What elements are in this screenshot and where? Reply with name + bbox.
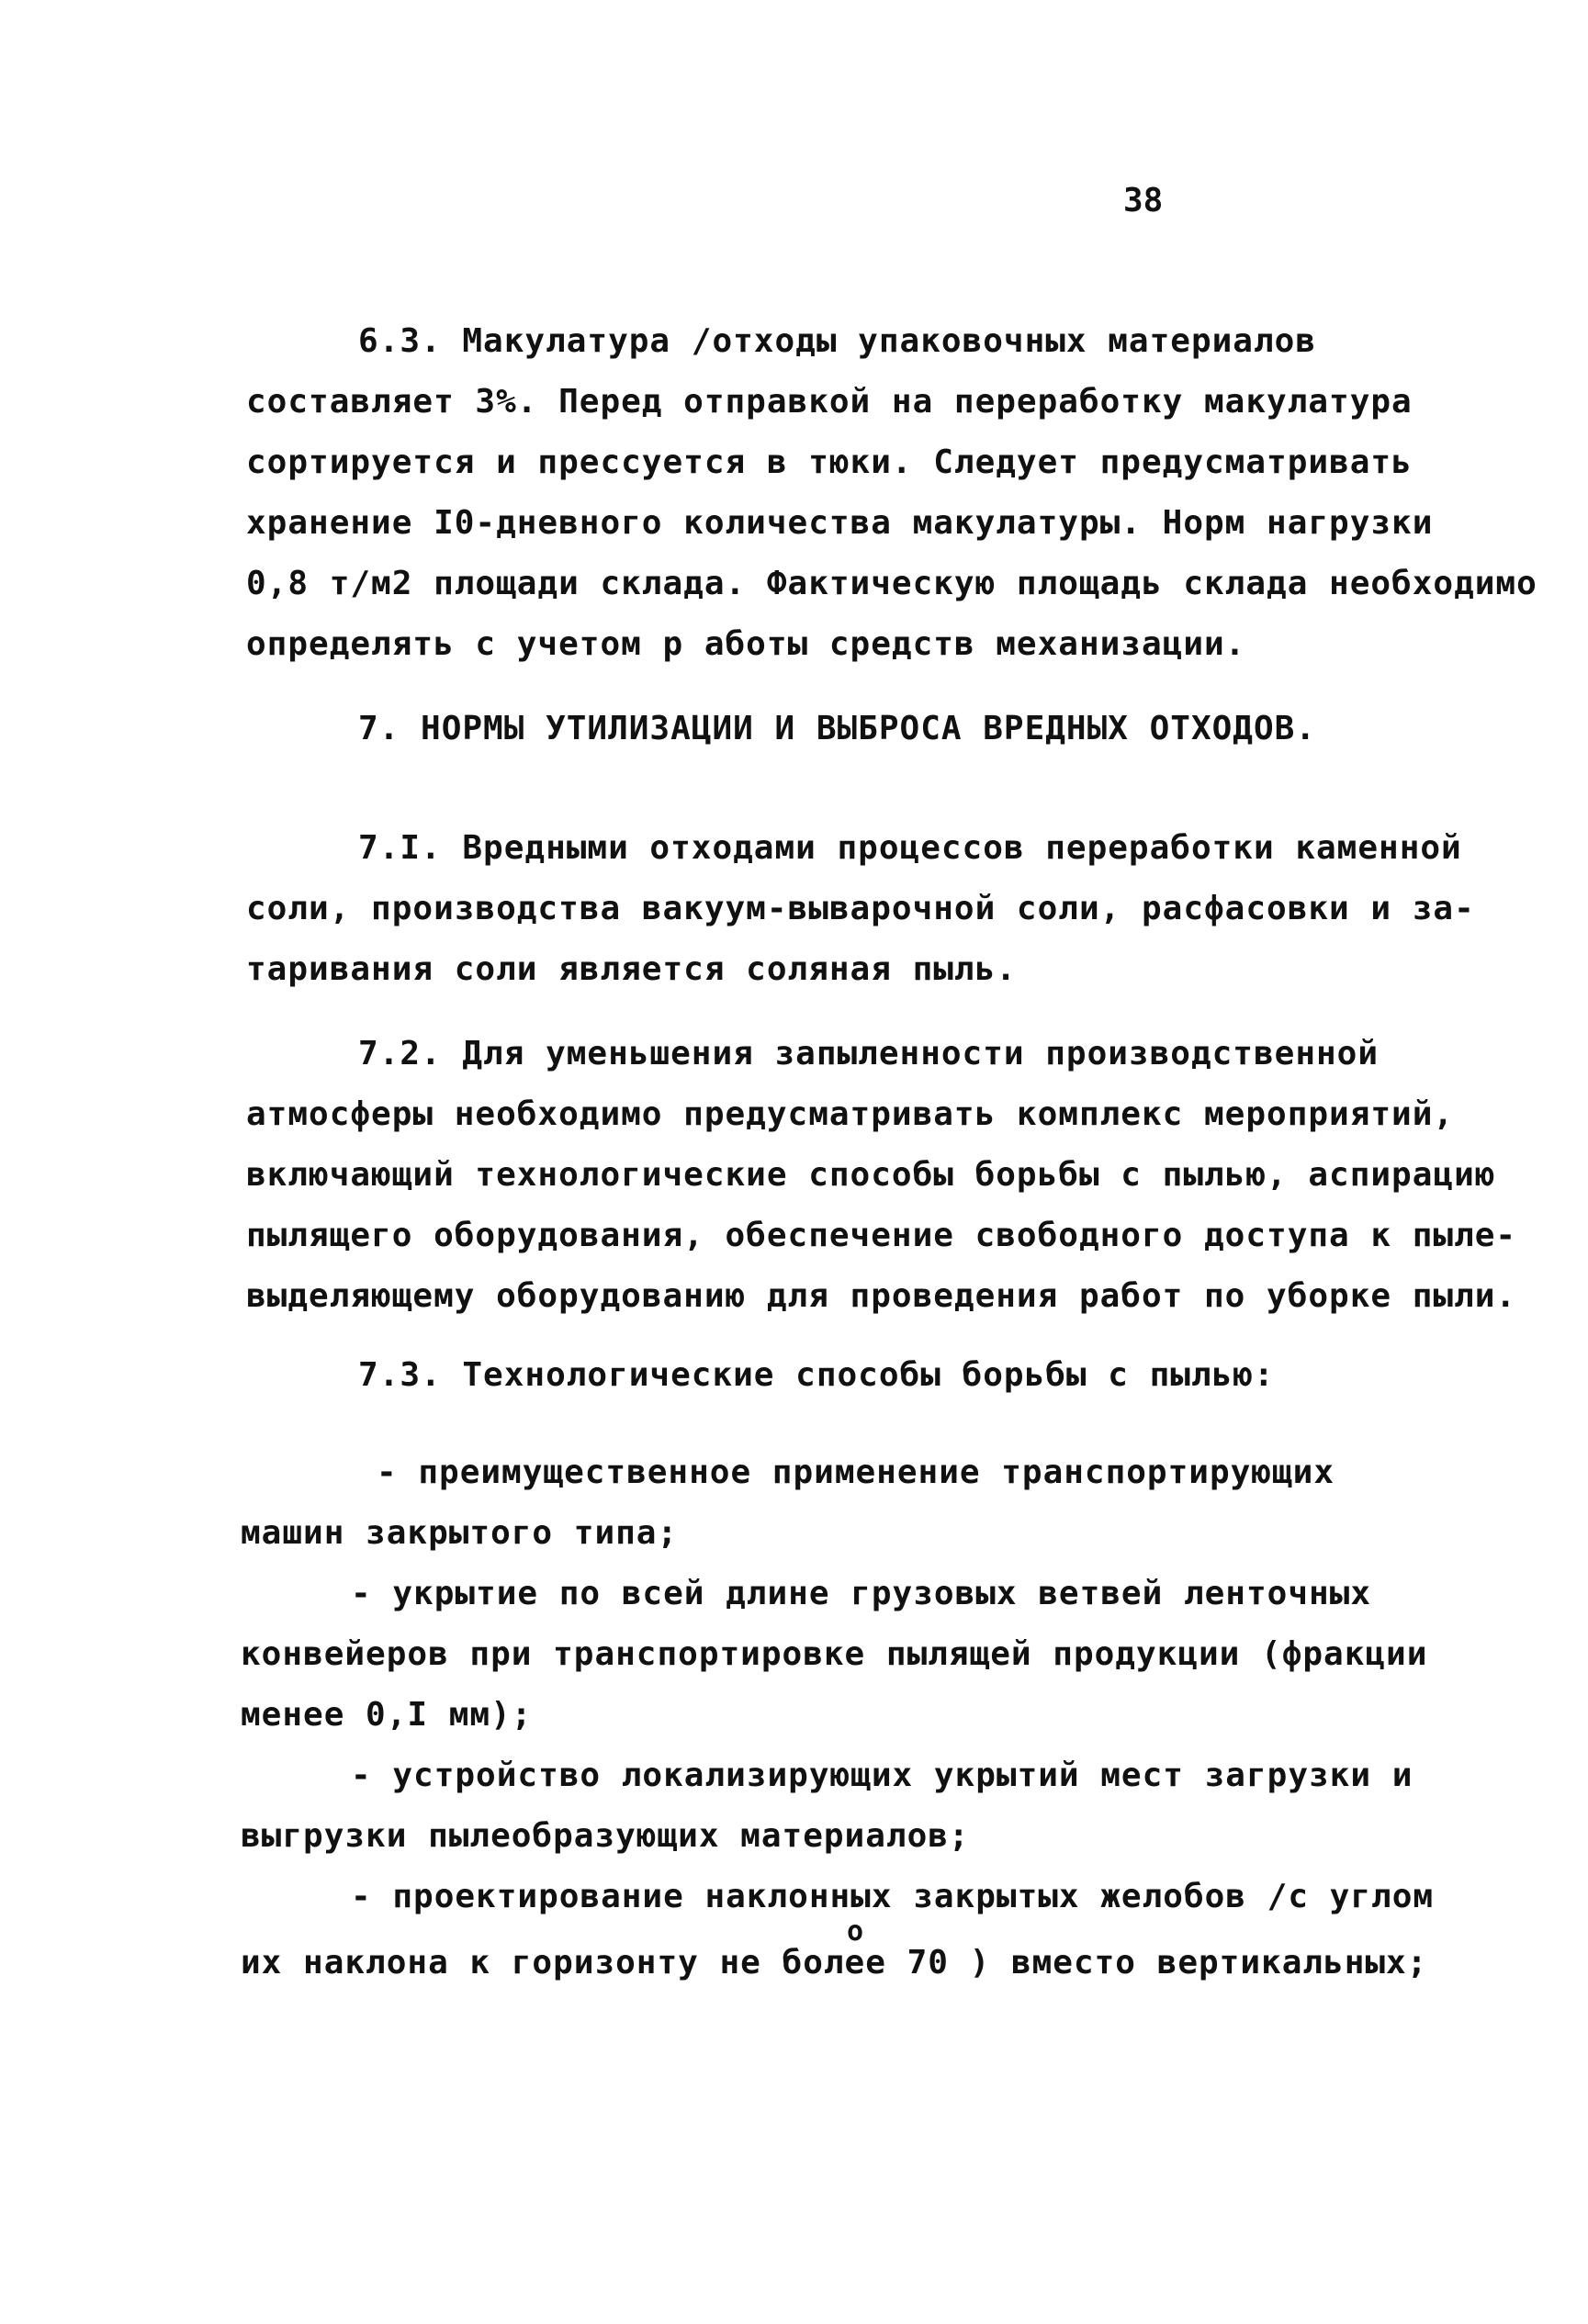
degree-superscript: о	[847, 1915, 864, 1948]
paragraph-7-3-heading: 7.3. Технологические способы борьбы с пылью:	[358, 1356, 1275, 1394]
list-item-1-line-1: - преимущественное применение транспортирующих	[377, 1454, 1335, 1491]
paragraph-7-2-line-3: включающий технологические способы борьбы с пылью, аспирацию	[246, 1156, 1496, 1194]
paragraph-7-1-line-3: таривания соли является соляная пыль.	[246, 950, 1017, 988]
paragraph-7-2-line-4: пылящего оборудования, обеспечение свободного доступа к пыле-	[246, 1217, 1517, 1254]
list-item-2-line-1: - укрытие по всей длине грузовых ветвей ленточных	[351, 1575, 1372, 1612]
paragraph-6-3-line-6: определять с учетом р аботы средств механизации.	[246, 625, 1246, 663]
paragraph-6-3-line-1: 6.3. Макулатура /отходы упаковочных материалов	[358, 322, 1316, 360]
list-item-4-line-2: их наклона к горизонту не более 70 ) вместо вертикальных;	[241, 1944, 1428, 1982]
list-item-1-line-2: машин закрытого типа;	[241, 1514, 679, 1552]
paragraph-7-2-line-5: выделяющему оборудованию для проведения работ по уборке пыли.	[246, 1277, 1517, 1315]
list-item-3-line-2: выгрузки пылеобразующих материалов;	[241, 1817, 970, 1855]
page-number: 38	[1123, 182, 1164, 219]
list-item-2-line-3: менее 0,I мм);	[241, 1696, 533, 1734]
paragraph-6-3-line-3: сортируется и прессуется в тюки. Следует предусматривать	[246, 443, 1413, 481]
list-item-4-line-1: - проектирование наклонных закрытых желобов /с углом	[351, 1878, 1435, 1915]
paragraph-7-2-line-2: атмосферы необходимо предусматривать комплекс мероприятий,	[246, 1095, 1455, 1133]
paragraph-7-1-line-1: 7.I. Вредными отходами процессов переработки каменной	[358, 829, 1462, 867]
list-item-2-line-2: конвейеров при транспортировке пылящей продукции (фракции	[241, 1635, 1428, 1673]
section-7-heading: 7. НОРМЫ УТИЛИЗАЦИИ И ВЫБРОСА ВРЕДНЫХ ОТХОДОВ.	[358, 710, 1316, 747]
paragraph-7-1-line-2: соли, производства вакуум-выварочной соли, расфасовки и за-	[246, 890, 1475, 927]
paragraph-6-3-line-2: составляет 3%. Перед отправкой на переработку макулатура	[246, 383, 1413, 421]
paragraph-6-3-line-5: 0,8 т/м2 площади склада. Фактическую площадь склада необходимо	[246, 565, 1537, 602]
paragraph-6-3-line-4: хранение I0-дневного количества макулатуры. Норм нагрузки	[246, 504, 1434, 542]
paragraph-7-2-line-1: 7.2. Для уменьшения запыленности производственной	[358, 1035, 1380, 1072]
list-item-3-line-1: - устройство локализирующих укрытий мест загрузки и	[351, 1757, 1413, 1794]
